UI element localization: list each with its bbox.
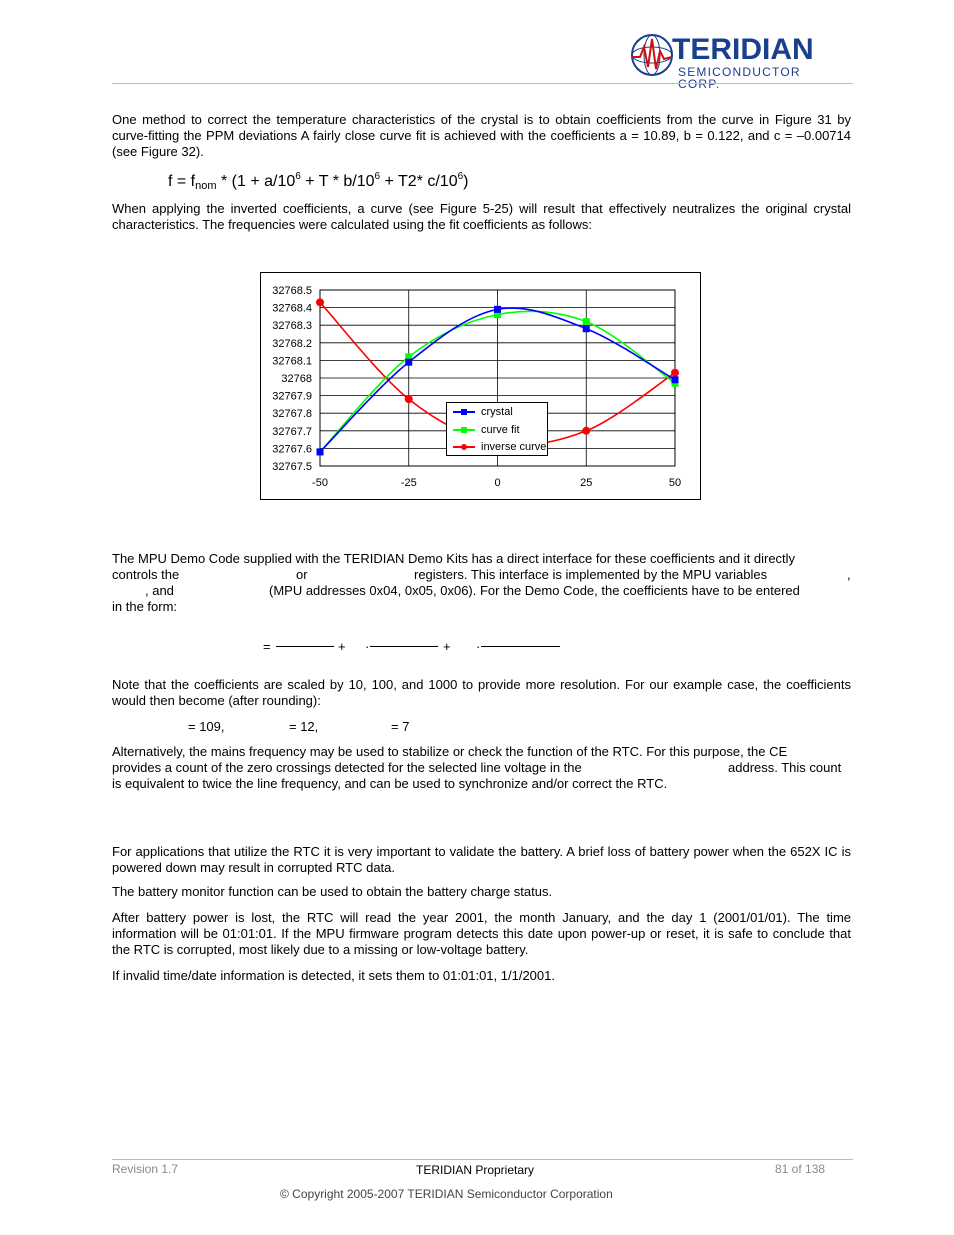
- point-inverse-curve: [316, 298, 324, 306]
- x-tick-label: -50: [312, 477, 328, 489]
- legend-label-crystal: crystal: [481, 406, 513, 418]
- p3-line3a: , and: [145, 583, 174, 598]
- chart-legend: [446, 402, 548, 456]
- formula-exp2: 6: [374, 171, 381, 182]
- fraction-bar-3: [481, 646, 560, 647]
- point-crystal: [405, 359, 412, 366]
- paragraph-scaled-coefficients: Note that the coefficients are scaled by 10, 100, and 1000 to provide more resolution. For our example case, the coefficients would then become (after rounding):: [112, 677, 851, 708]
- y-tick-label: 32767.9: [272, 390, 312, 403]
- teridian-logo: [630, 33, 830, 91]
- formula-part4: ): [463, 173, 469, 190]
- x-tick-label: 50: [668, 477, 682, 489]
- point-inverse-curve: [582, 427, 590, 435]
- fraction-bar-2: [370, 646, 438, 647]
- y-tick-label: 32767.7: [272, 425, 312, 438]
- point-crystal: [583, 325, 590, 332]
- p3-line2b: or: [296, 567, 308, 582]
- p3-line2d: ,: [847, 567, 851, 582]
- paragraph-demo-code: [112, 551, 851, 615]
- y-tick-label: 32768.3: [272, 320, 312, 333]
- y-tick-label: 32767.8: [272, 408, 312, 421]
- coef-value-1: = 109,: [188, 719, 225, 734]
- point-crystal: [317, 448, 324, 455]
- coefficient-values: [0, 719, 954, 735]
- logo-globe-icon: [630, 33, 674, 77]
- paragraph-curve-fit: One method to correct the temperature characteristics of the crystal is to obtain coefficients from the curve in Figure 31 by curve-fitting the PPM deviations A fairly close curve fit is achieved with the coefficients a = 10.89, b = 0.122, and c = –0.00714 (see Figure 32).: [112, 112, 851, 159]
- legend-square-green-icon: [461, 427, 467, 433]
- paragraph-invalid-time: If invalid time/date information is detected, it sets them to 01:01:01, 1/1/2001.: [112, 968, 555, 983]
- logo-wordmark: TERIDIAN: [672, 33, 814, 66]
- point-crystal: [672, 376, 679, 383]
- y-tick-label: 32767.5: [272, 461, 312, 473]
- coef-value-2: = 12,: [289, 719, 319, 734]
- formula-part3: + T2* c/10: [380, 173, 458, 190]
- point-inverse-curve: [405, 395, 413, 403]
- legend-item-curve-fit: [453, 423, 520, 437]
- formula-f-eq: f = f: [168, 173, 196, 190]
- point-curve-fit: [583, 318, 590, 325]
- legend-square-blue-icon: [461, 409, 467, 415]
- y-tick-label: 32768.5: [272, 285, 312, 297]
- y-tick-label: 32768: [281, 373, 312, 385]
- logo-subtitle: SEMICONDUCTOR CORP.: [678, 65, 801, 91]
- footer-rule: [112, 1159, 853, 1160]
- y-tick-label: 32768.2: [272, 337, 312, 350]
- frequency-chart: [260, 272, 701, 500]
- y-tick-label: 32767.6: [272, 443, 312, 456]
- eq-plus-1: +: [338, 639, 346, 654]
- header-rule: [112, 83, 853, 84]
- legend-label-curve-fit: curve fit: [481, 424, 520, 436]
- footer-revision: Revision 1.7: [112, 1162, 179, 1176]
- y-tick-label: 32768.1: [272, 355, 312, 368]
- legend-circle-red-icon: [461, 444, 467, 450]
- p5-line3: is equivalent to twice the line frequency, and can be used to synchronize and/or correct the RTC.: [112, 776, 668, 791]
- paragraph-battery-lost: After battery power is lost, the RTC will read the year 2001, the month January, and the day 1 (2001/01/01). The time information will be 01:01:01. If the MPU firmware program detects this date upon power-up or reset, it is safe to conclude that the RTC is corrupted, most likely due to a missing or low-voltage battery.: [112, 910, 851, 957]
- coef-value-3: = 7: [391, 719, 410, 734]
- x-tick-label: 0: [494, 477, 501, 489]
- formula-part1: * (1 + a/10: [216, 173, 296, 190]
- formula-sub-nom: nom: [195, 180, 217, 192]
- p3-line2c: registers. This interface is implemented by the MPU variables: [414, 567, 768, 582]
- paragraph-inverted-coefficients: When applying the inverted coefficients, a curve (see Figure 5-25) will result that effectively neutralizes the original crystal characteristics. The frequencies were calculated using the fit coefficients as follows:: [112, 201, 851, 232]
- p5-line1: Alternatively, the mains frequency may be used to stabilize or check the function of the RTC. For this purpose, the CE: [112, 744, 788, 759]
- footer-proprietary: TERIDIAN Proprietary: [416, 1163, 535, 1177]
- eq-dot-1: ·: [365, 639, 370, 654]
- formula-exp1: 6: [295, 171, 301, 182]
- coefficient-equation: [0, 636, 954, 658]
- p3-line4: in the form:: [112, 599, 178, 614]
- paragraph-mains-frequency: [112, 744, 851, 792]
- p3-line3b: (MPU addresses 0x04, 0x05, 0x06). For the Demo Code, the coefficients have to be entered: [269, 583, 800, 598]
- p3-line1: The MPU Demo Code supplied with the TERIDIAN Demo Kits has a direct interface for these coefficients and it directly: [112, 551, 796, 566]
- x-tick-label: 25: [580, 477, 593, 489]
- y-tick-label: 32768.4: [272, 302, 312, 315]
- eq-dot-2: ·: [476, 639, 481, 654]
- point-inverse-curve: [671, 369, 679, 377]
- footer-copyright: © Copyright 2005-2007 TERIDIAN Semiconductor Corporation: [280, 1187, 613, 1201]
- p5-line2a: provides a count of the zero crossings detected for the selected line voltage in the: [112, 760, 582, 775]
- formula-part2: + T * b/10: [300, 173, 375, 190]
- p5-line2b: address. This count: [728, 760, 842, 775]
- frequency-formula: [168, 166, 468, 197]
- formula-exp3: 6: [457, 171, 464, 182]
- x-tick-label: -25: [400, 477, 417, 489]
- legend-item-crystal: [453, 405, 513, 419]
- eq-equals: =: [263, 639, 271, 654]
- paragraph-validate-battery: For applications that utilize the RTC it is very important to validate the battery. A brief loss of battery power when the 652X IC is powered down may result in corrupted RTC data.: [112, 844, 851, 875]
- paragraph-battery-monitor: The battery monitor function can be used to obtain the battery charge status.: [112, 884, 553, 899]
- legend-item-inverse-curve: [453, 440, 546, 454]
- point-crystal: [494, 306, 501, 313]
- fraction-bar-1: [276, 646, 334, 647]
- p3-line2a: controls the: [112, 567, 180, 582]
- footer-page-number: 81 of 138: [775, 1162, 826, 1176]
- legend-label-inverse-curve: inverse curve: [481, 441, 547, 453]
- eq-plus-2: +: [443, 639, 451, 654]
